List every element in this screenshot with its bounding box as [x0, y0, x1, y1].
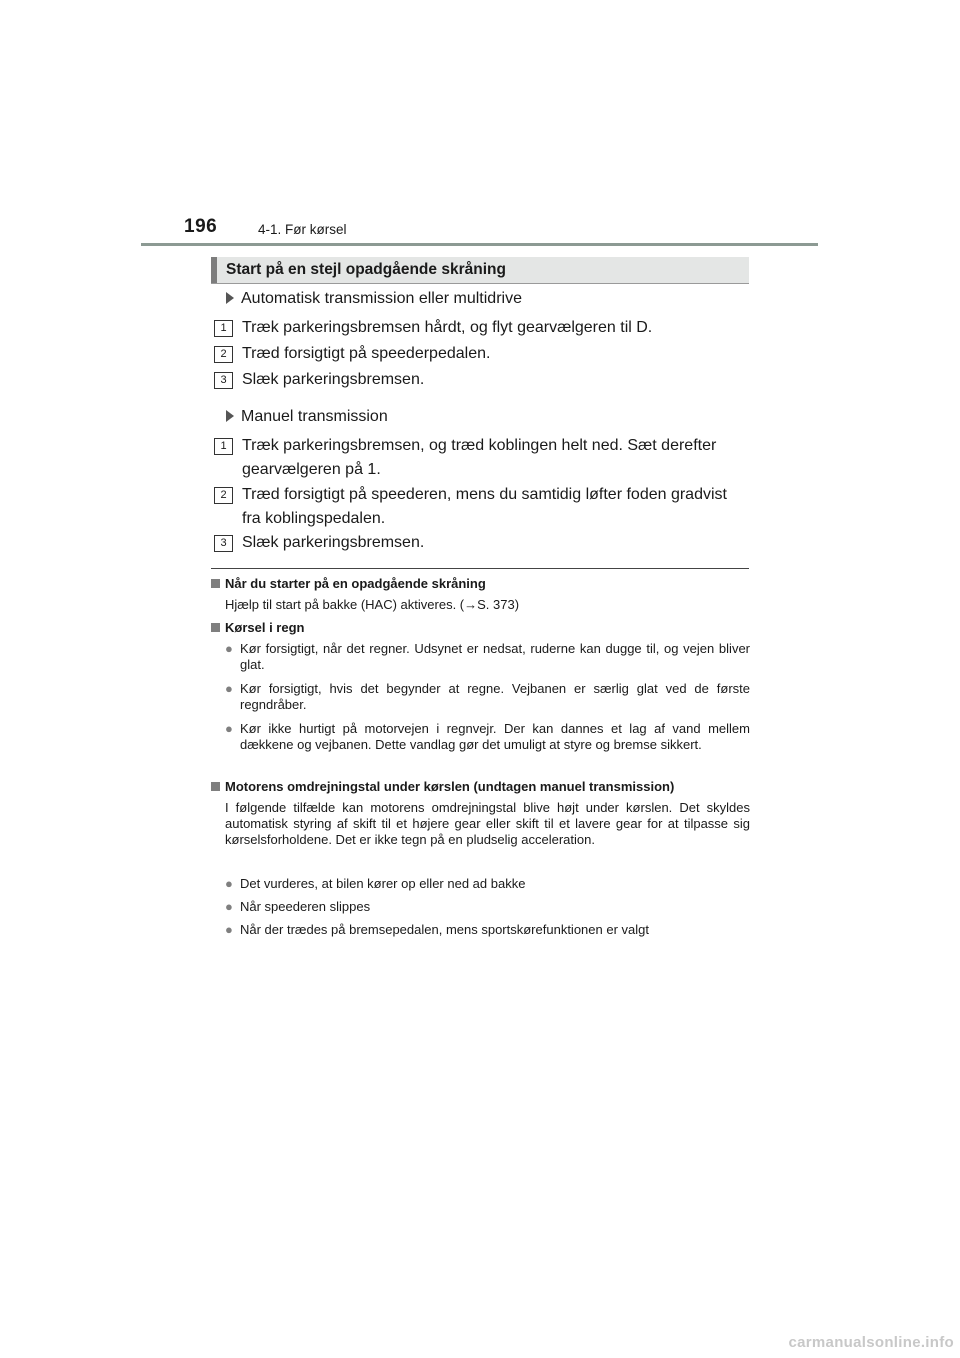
- step-number-badge: 2: [214, 346, 233, 363]
- bullet-text: Kør forsigtigt, hvis det begynder at regne. Vejbanen er særlig glat ved de første regndråber.: [240, 681, 750, 712]
- step-number-badge: 3: [214, 372, 233, 389]
- step-text: Træd forsigtigt på speederpedalen.: [242, 345, 491, 362]
- bullet-text: Det vurderes, at bilen kører op eller ned ad bakke: [240, 876, 526, 891]
- square-bullet-icon: [211, 579, 220, 588]
- header-divider: [141, 243, 818, 246]
- step-number-badge: 1: [214, 320, 233, 337]
- note-heading: Når du starter på en opadgående skråning: [211, 576, 486, 591]
- subheading-manual: Manuel transmission: [226, 408, 388, 426]
- step-number-badge: 3: [214, 535, 233, 552]
- triangle-bullet-icon: [226, 410, 234, 422]
- title-accent-bar: [211, 257, 217, 283]
- step-number-badge: 1: [214, 438, 233, 455]
- page-number: 196: [184, 216, 218, 237]
- section-title: Start på en stejl opadgående skråning: [226, 261, 506, 278]
- subheading-automatic: Automatisk transmission eller multidrive: [226, 290, 522, 308]
- bullet-text: Når speederen slippes: [240, 899, 371, 914]
- round-bullet-icon: ●: [225, 876, 233, 891]
- note-body: Hjælp til start på bakke (HAC) aktiveres. (→S. 373): [225, 597, 520, 612]
- step-number-badge: 2: [214, 487, 233, 504]
- square-bullet-icon: [211, 782, 220, 791]
- section-reference: 4-1. Før kørsel: [258, 222, 347, 237]
- note-body: I følgende tilfælde kan motorens omdrejningstal blive højt under kørslen. Det skyldes automatisk styring af skift til et højere gear eller skift til et lavere gear for at tilpasse sig kørselsforholdene. Det er ikke tegn på en pludselig acceleration.: [225, 800, 750, 847]
- round-bullet-icon: ●: [225, 899, 233, 914]
- step-text: Slæk parkeringsbremsen.: [242, 371, 425, 388]
- section-divider: [211, 568, 749, 569]
- bullet-text: Kør ikke hurtigt på motorvejen i regnvejr. Der kan dannes et lag af vand mellem dækkene og vejbanen. Dette vandlag gør det umuligt at styre og bremse sikkert.: [240, 721, 750, 752]
- step-text: Træk parkeringsbremsen, og træd koblingen helt ned. Sæt derefter gearvælgeren på 1.: [242, 437, 717, 478]
- step-text: Træk parkeringsbremsen hårdt, og flyt gearvælgeren til D.: [242, 319, 653, 336]
- watermark-link[interactable]: carmanualsonline.info: [788, 1334, 954, 1351]
- round-bullet-icon: ●: [225, 721, 233, 736]
- round-bullet-icon: ●: [225, 641, 233, 656]
- section-title-bar: [211, 257, 749, 284]
- round-bullet-icon: ●: [225, 922, 233, 937]
- note-heading: Motorens omdrejningstal under kørslen (undtagen manuel transmission): [211, 779, 674, 794]
- note-heading: Kørsel i regn: [211, 620, 304, 635]
- triangle-bullet-icon: [226, 292, 234, 304]
- square-bullet-icon: [211, 623, 220, 632]
- step-text: Slæk parkeringsbremsen.: [242, 534, 425, 551]
- step-text: Træd forsigtigt på speederen, mens du samtidig løfter foden gradvist fra koblingspedalen.: [242, 486, 727, 527]
- bullet-text: Kør forsigtigt, når det regner. Udsynet er nedsat, ruderne kan dugge til, og vejen bliver glat.: [240, 641, 750, 672]
- bullet-text: Når der trædes på bremsepedalen, mens sportskørefunktionen er valgt: [240, 922, 649, 937]
- round-bullet-icon: ●: [225, 681, 233, 696]
